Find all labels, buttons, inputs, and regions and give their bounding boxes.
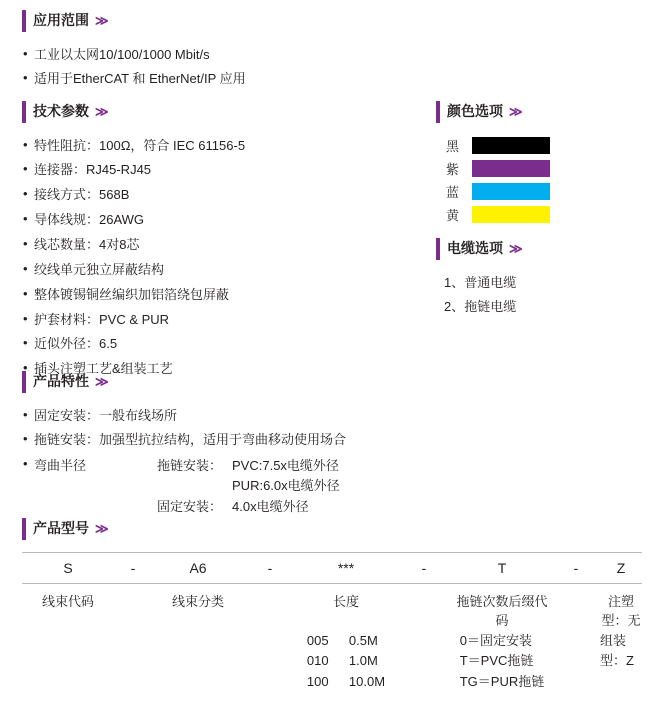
cable-options-list — [444, 274, 528, 316]
model-desc-cell: 注塑型：无 — [601, 593, 641, 629]
model-desc-cell: 长度 — [332, 593, 359, 609]
bend-radius-row — [114, 497, 340, 517]
features-list — [22, 407, 346, 517]
color-option-row — [446, 182, 550, 201]
section-features — [22, 371, 346, 517]
list-item: 2、拖链电缆 — [444, 298, 517, 314]
bend-radius-value: PUR:6.0x电缆外径 — [232, 478, 340, 494]
section-header-model — [22, 518, 114, 540]
color-option-row — [446, 136, 550, 155]
bend-radius-label: • 弯曲半径 — [34, 458, 87, 474]
color-swatch-yellow — [472, 206, 550, 223]
suffix-row: T＝PVC拖链 — [459, 653, 534, 669]
section-colors — [436, 101, 550, 228]
model-separator: - — [267, 559, 273, 576]
length-row — [307, 651, 385, 672]
table-row-descriptions — [22, 583, 642, 631]
list-item: • 特性阻抗：100Ω，符合 IEC 61156-5 — [22, 137, 245, 156]
model-separator: - — [421, 559, 427, 576]
section-header-specs — [22, 101, 114, 123]
suffix-code-list — [452, 631, 552, 693]
chevron-right-icon: ≫ — [509, 103, 522, 119]
color-swatch-blue — [472, 183, 550, 200]
suffix-row: TG＝PUR拖链 — [459, 674, 545, 690]
mold-code-list — [600, 631, 642, 693]
bend-radius-row — [114, 476, 340, 496]
list-item: • 整体镀锡铜丝编织加铝箔绕包屏蔽 — [22, 286, 245, 305]
mold-row: 组装型：Z — [600, 632, 634, 669]
list-item: • 固定安装：一般布线场所 — [22, 407, 346, 426]
color-name: 黑 — [446, 138, 460, 154]
length-code: 100 — [306, 674, 329, 690]
bend-radius-value: 4.0x电缆外径 — [232, 498, 309, 514]
length-value: 10.0M — [348, 674, 386, 690]
model-code-cell: Z — [616, 559, 626, 576]
chevron-right-icon: ≫ — [95, 373, 108, 389]
chevron-right-icon: ≫ — [95, 103, 108, 119]
list-item-bend-radius — [22, 456, 346, 516]
list-item: • 线芯数量：4对8芯 — [22, 236, 245, 255]
section-application — [22, 10, 246, 95]
table-row-codes — [22, 552, 642, 583]
model-desc-cell: 线束代码 — [41, 593, 94, 609]
section-title-specs: 技术参数 — [33, 103, 89, 119]
model-code-cell: A6 — [189, 559, 207, 576]
section-cable-options — [436, 238, 528, 322]
list-item: • 适用于EtherCAT 和 EtherNet/IP 应用 — [22, 70, 246, 89]
model-code-cell: *** — [337, 559, 355, 576]
section-specs — [22, 101, 245, 385]
list-item: • 拖链安装：加强型抗拉结构，适用于弯曲移动使用场合 — [22, 431, 346, 450]
table-row-sublines — [22, 631, 642, 693]
length-value: 1.0M — [348, 653, 378, 669]
length-code: 005 — [306, 632, 329, 648]
bend-radius-value: PVC:7.5x电缆外径 — [232, 458, 339, 474]
list-item: • 导体线规：26AWG — [22, 211, 245, 230]
color-name: 黄 — [446, 207, 460, 223]
suffix-row: 0＝固定安装 — [459, 632, 532, 648]
list-item: • 工业以太网10/100/1000 Mbit/s — [22, 46, 246, 65]
length-row — [307, 631, 385, 652]
bend-radius-mode — [114, 476, 232, 496]
section-title-application: 应用范围 — [33, 12, 89, 28]
application-list — [22, 46, 246, 90]
length-code-list — [296, 631, 396, 693]
section-title-cable-options: 电缆选项 — [447, 240, 503, 256]
list-item: 1、普通电缆 — [444, 274, 517, 290]
chevron-right-icon: ≫ — [95, 520, 108, 536]
color-option-row — [446, 205, 550, 224]
model-number-table — [22, 552, 642, 693]
model-separator: - — [130, 559, 136, 576]
color-swatch-black — [472, 137, 550, 154]
section-header-application — [22, 10, 114, 32]
chevron-right-icon: ≫ — [509, 240, 522, 256]
specs-list — [22, 137, 245, 379]
section-model — [22, 518, 652, 693]
section-title-features: 产品特性 — [33, 373, 89, 389]
section-header-colors — [436, 101, 528, 123]
color-swatch-list — [446, 136, 550, 224]
list-item: • 接线方式：568B — [22, 186, 245, 205]
color-option-row — [446, 159, 550, 178]
section-header-features — [22, 371, 114, 393]
section-title-colors: 颜色选项 — [447, 103, 503, 119]
bend-radius-mode: 固定安装： — [157, 498, 223, 514]
color-swatch-purple — [472, 160, 550, 177]
model-desc-cell: 拖链次数后缀代码 — [456, 593, 548, 629]
bend-radius-row — [114, 456, 340, 476]
section-header-cable-options — [436, 238, 528, 260]
length-row — [307, 672, 385, 693]
list-item: • 护套材料：PVC & PUR — [22, 311, 245, 330]
color-name: 紫 — [446, 161, 460, 177]
length-code: 010 — [306, 653, 329, 669]
model-desc-cell: 线束分类 — [171, 593, 224, 609]
list-item: • 插头注塑工艺&组装工艺 — [22, 360, 245, 379]
color-name: 蓝 — [446, 184, 460, 200]
model-separator: - — [573, 559, 579, 576]
list-item: • 绞线单元独立屏蔽结构 — [22, 261, 245, 280]
list-item: • 连接器：RJ45-RJ45 — [22, 161, 245, 180]
section-title-model: 产品型号 — [33, 520, 89, 536]
model-code-cell: S — [63, 559, 73, 576]
length-value: 0.5M — [348, 632, 378, 648]
chevron-right-icon: ≫ — [95, 12, 108, 28]
bend-radius-mode: 拖链安装： — [157, 458, 223, 474]
model-code-cell: T — [497, 559, 507, 576]
list-item: • 近似外径：6.5 — [22, 335, 245, 354]
